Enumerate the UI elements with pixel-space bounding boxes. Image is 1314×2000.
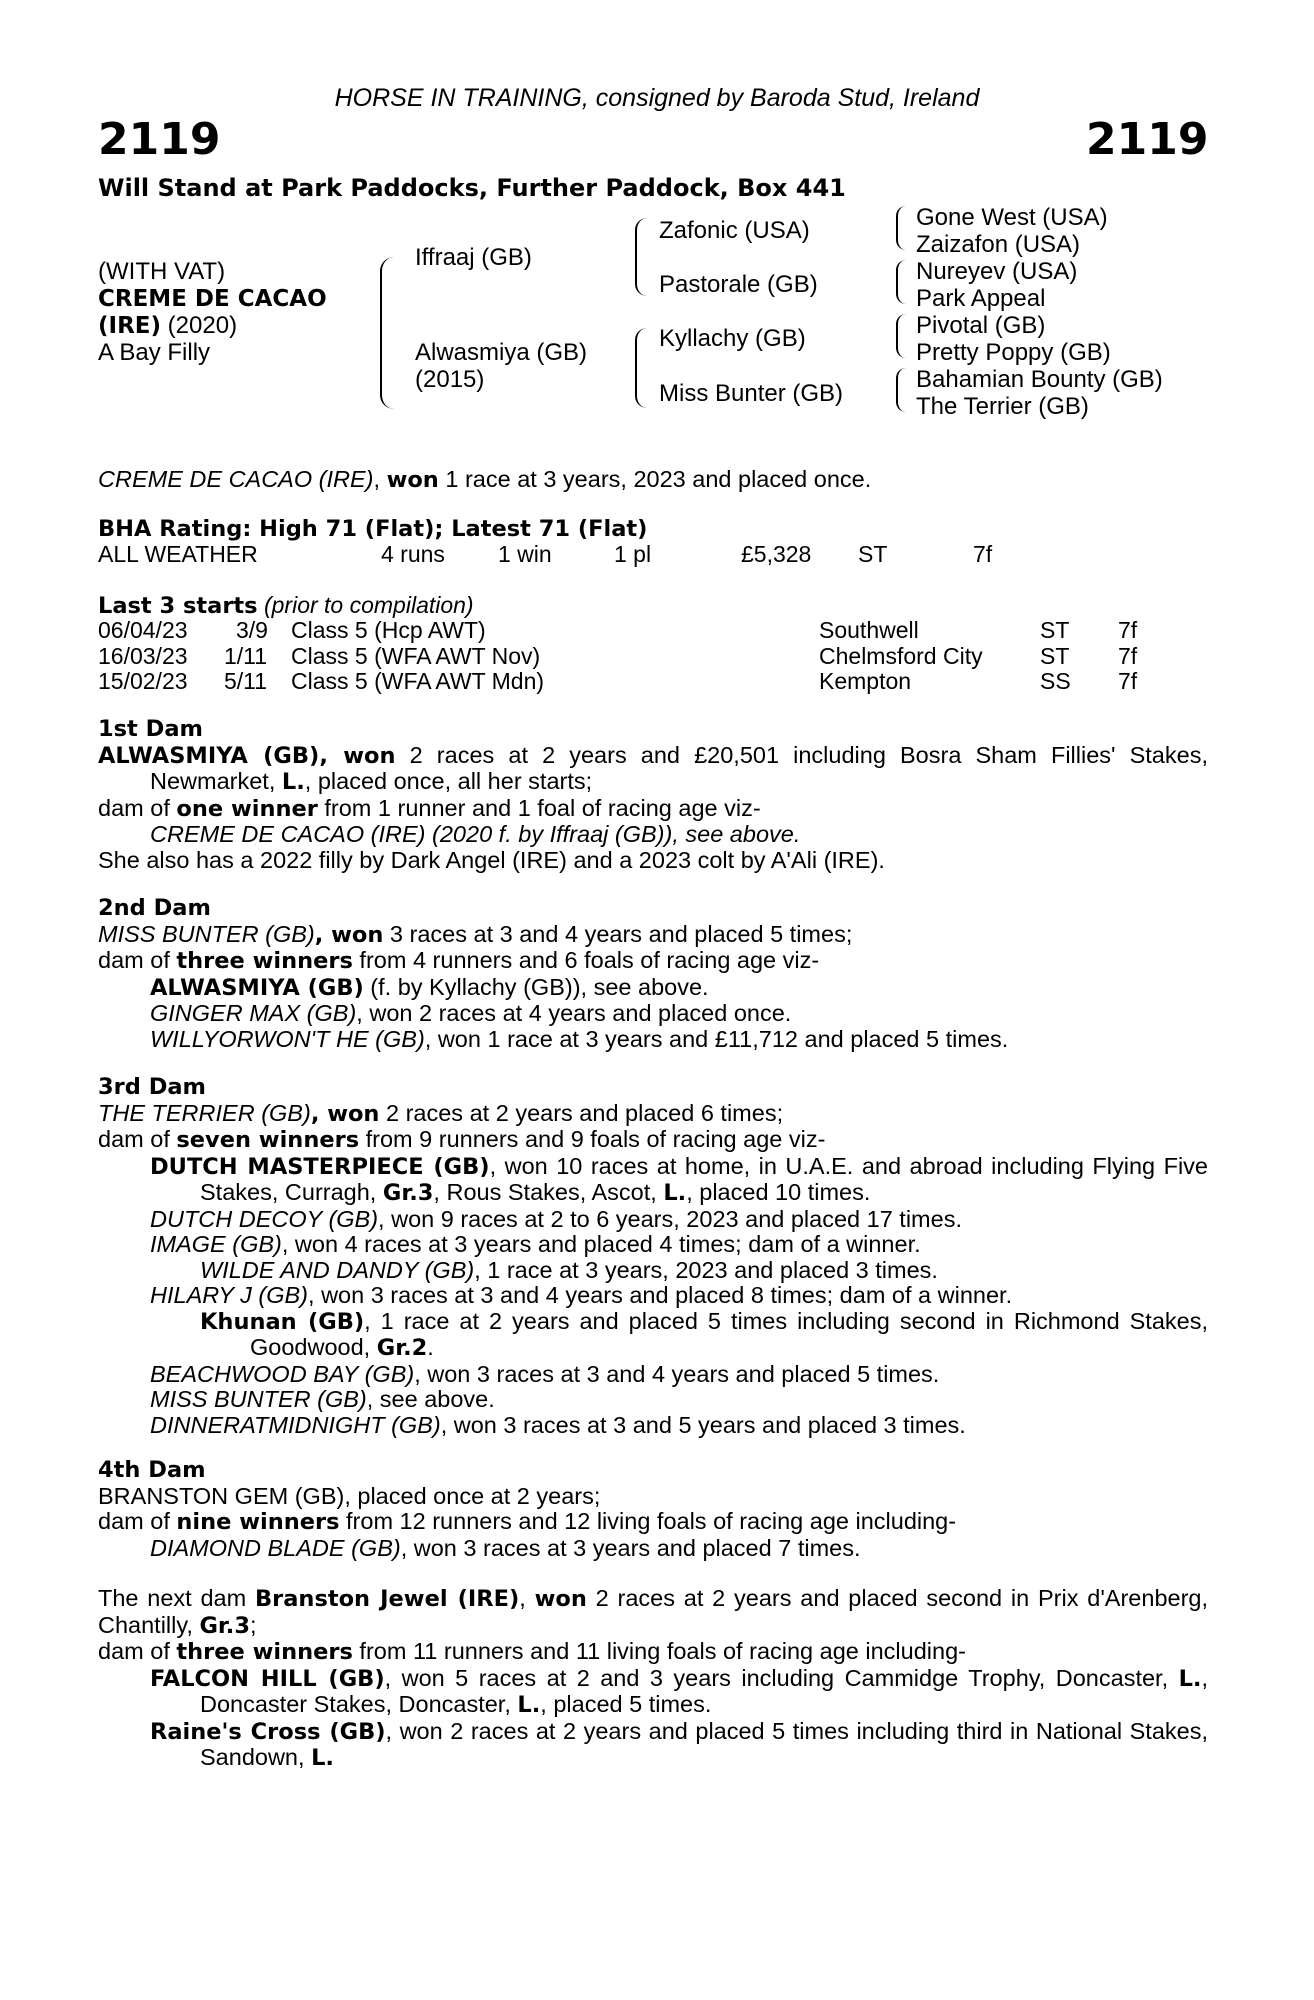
- next-dam-offspring: FALCON HILL (GB), won 5 races at 2 and 3 years including Cammidge Trophy, Doncaster, L., Doncaster Stakes, Doncaster, L., placed 5 times.: [150, 1664, 1208, 1718]
- second-dam-section: [98, 896, 1208, 1052]
- pedigree-g3-4: Park Appeal: [916, 285, 1046, 312]
- start-position: 1/11: [224, 642, 268, 669]
- horse-origin: (IRE): [98, 313, 162, 339]
- start-date: 16/03/23: [98, 642, 188, 669]
- race-summary: CREME DE CACAO (IRE), won 1 race at 3 years, 2023 and placed once.: [98, 466, 872, 493]
- third-dam-grand-offspring: Khunan (GB), 1 race at 2 years and placed 5 times including second in Richmond Stakes, Goodwood, Gr.2.: [200, 1307, 1208, 1361]
- horse-origin-year: [98, 312, 237, 340]
- third-dam-offspring: BEACHWOOD BAY (GB), won 3 races at 3 and 4 years and placed 5 times.: [150, 1360, 940, 1387]
- first-dam-offspring: CREME DE CACAO (IRE) (2020 f. by Iffraaj (GB)), see above.: [150, 821, 801, 847]
- next-dam-produce: dam of three winners from 11 runners and 11 living foals of racing age including-: [98, 1638, 966, 1665]
- consignment-line: HORSE IN TRAINING, consigned by Baroda Stud, Ireland: [334, 84, 980, 112]
- horse-description: A Bay Filly: [98, 339, 211, 366]
- pedigree-sire-sire: Zafonic (USA): [659, 217, 810, 244]
- fourth-dam-section: [98, 1458, 1208, 1561]
- rating-title: BHA Rating: High 71 (Flat); Latest 71 (Flat): [98, 516, 648, 542]
- pedigree-brace-1: [896, 206, 906, 250]
- start-date: 15/02/23: [98, 668, 188, 694]
- third-dam-offspring: MISS BUNTER (GB), see above.: [150, 1386, 495, 1412]
- start-row: [98, 669, 1208, 695]
- rating-wins: 1 win: [498, 541, 552, 567]
- pedigree-dam-sire: Kyllachy (GB): [659, 325, 806, 352]
- start-class: Class 5 (Hcp AWT): [291, 617, 486, 643]
- pedigree-g3-2: Zaizafon (USA): [916, 231, 1081, 258]
- first-dam-title: 1st Dam: [98, 716, 203, 742]
- third-dam-grand-offspring: WILDE AND DANDY (GB), 1 race at 3 years, 2023 and placed 3 times.: [200, 1256, 938, 1283]
- second-dam-offspring: ALWASMIYA (GB) (f. by Kyllachy (GB)), see above.: [150, 973, 709, 1001]
- pedigree-g3-1: Gone West (USA): [916, 204, 1108, 231]
- start-position: 3/9: [236, 617, 268, 643]
- pedigree-brace-dam: [635, 328, 647, 408]
- last-starts-note: (prior to compilation): [257, 592, 474, 618]
- second-dam-record: MISS BUNTER (GB), won 3 races at 3 and 4 years and placed 5 times;: [98, 920, 853, 948]
- start-course: Southwell: [819, 617, 919, 643]
- second-dam-offspring: WILLYORWON'T HE (GB), won 1 race at 3 years and £11,712 and placed 5 times.: [150, 1025, 1009, 1052]
- horse-year: (2020): [161, 312, 238, 339]
- next-dam-offspring: Raine's Cross (GB), won 2 races at 2 years and placed 5 times including third in National Stakes, Sandown, L.: [150, 1717, 1208, 1771]
- rating-distance: 7f: [973, 541, 993, 567]
- pedigree-g3-3: Nureyev (USA): [916, 258, 1078, 285]
- rating-runs: 4 runs: [381, 541, 445, 567]
- first-dam-produce: dam of one winner from 1 runner and 1 foal of racing age viz-: [98, 794, 761, 822]
- rating-placed: 1 pl: [614, 541, 652, 567]
- fourth-dam-record: BRANSTON GEM (GB), placed once at 2 years;: [98, 1482, 601, 1509]
- rating-prize: £5,328: [741, 541, 812, 567]
- next-dam-record: The next dam Branston Jewel (IRE), won 2 races at 2 years and placed second in Prix d'Arenberg, Chantilly, Gr.3;: [98, 1585, 1209, 1639]
- rating-going: ST: [858, 541, 888, 567]
- third-dam-title: 3rd Dam: [98, 1074, 206, 1100]
- pedigree-brace-2: [896, 260, 906, 304]
- start-class: Class 5 (WFA AWT Nov): [291, 642, 541, 669]
- first-dam-section: [98, 717, 1208, 873]
- pedigree-brace-sire: [635, 218, 647, 296]
- start-distance: 7f: [1118, 642, 1138, 669]
- start-position: 5/11: [224, 668, 268, 694]
- third-dam-section: [98, 1075, 1208, 1438]
- pedigree-dam: Alwasmiya (GB): [415, 339, 588, 366]
- pedigree-brace-4: [896, 368, 906, 412]
- start-date: 06/04/23: [98, 617, 188, 643]
- vat-note: (WITH VAT): [98, 258, 226, 285]
- third-dam-offspring: DUTCH MASTERPIECE (GB), won 10 races at home, in U.A.E. and abroad including Flying Five Stakes, Curragh, Gr.3, Rous Stakes, Ascot, L., placed 10 times.: [150, 1152, 1208, 1206]
- pedigree-g3-5: Pivotal (GB): [916, 312, 1046, 339]
- fourth-dam-offspring: DIAMOND BLADE (GB), won 3 races at 3 years and placed 7 times.: [150, 1534, 861, 1561]
- start-surface: SS: [1040, 668, 1071, 694]
- pedigree-brace-main: [380, 257, 394, 409]
- fourth-dam-produce: dam of nine winners from 12 runners and 12 living foals of racing age including-: [98, 1508, 957, 1535]
- pedigree-sire: Iffraaj (GB): [415, 244, 532, 271]
- last-starts-table: [98, 618, 1208, 695]
- summary-text: 1 race at 3 years, 2023 and placed once.: [438, 466, 872, 492]
- second-dam-produce: dam of three winners from 4 runners and 6 foals of racing age viz-: [98, 947, 820, 974]
- third-dam-offspring: DUTCH DECOY (GB), won 9 races at 2 to 6 years, 2023 and placed 17 times.: [150, 1205, 962, 1232]
- pedigree-g3-6: Pretty Poppy (GB): [916, 339, 1111, 366]
- next-dam-section: [98, 1586, 1208, 1772]
- last-starts-title: Last 3 starts: [98, 593, 258, 619]
- pedigree-dam-year: (2015): [415, 366, 485, 393]
- second-dam-title: 2nd Dam: [98, 895, 211, 921]
- pedigree-g3-8: The Terrier (GB): [916, 393, 1089, 420]
- start-row: [98, 644, 1208, 670]
- second-dam-offspring: GINGER MAX (GB), won 2 races at 4 years and placed once.: [150, 1000, 792, 1026]
- pedigree-g3-7: Bahamian Bounty (GB): [916, 366, 1163, 393]
- third-dam-offspring: IMAGE (GB), won 4 races at 3 years and placed 4 times; dam of a winner.: [150, 1231, 921, 1257]
- first-dam-record: ALWASMIYA (GB), won 2 races at 2 years and £20,501 including Bosra Sham Fillies' Stakes, Newmarket, L., placed once, all her starts;: [98, 741, 1208, 795]
- rating-surface: ALL WEATHER: [98, 541, 258, 567]
- horse-name: CREME DE CACAO: [98, 286, 327, 312]
- pedigree-brace-3: [896, 314, 906, 358]
- stand-location: Will Stand at Park Paddocks, Further Paddock, Box 441: [98, 174, 846, 202]
- third-dam-record: THE TERRIER (GB), won 2 races at 2 years and placed 6 times;: [98, 1099, 784, 1127]
- lot-number-left: 2119: [98, 114, 221, 165]
- third-dam-offspring: DINNERATMIDNIGHT (GB), won 3 races at 3 and 5 years and placed 3 times.: [150, 1411, 966, 1438]
- third-dam-produce: dam of seven winners from 9 runners and 9 foals of racing age viz-: [98, 1126, 826, 1153]
- start-surface: ST: [1040, 617, 1070, 643]
- pedigree-sire-dam: Pastorale (GB): [659, 271, 818, 298]
- start-course: Chelmsford City: [819, 642, 983, 669]
- summary-name: CREME DE CACAO (IRE): [98, 466, 374, 492]
- start-distance: 7f: [1118, 668, 1138, 694]
- last-starts-heading: [98, 592, 474, 619]
- lot-number-right: 2119: [1086, 114, 1209, 165]
- start-class: Class 5 (WFA AWT Mdn): [291, 668, 545, 694]
- first-dam-note: She also has a 2022 filly by Dark Angel (IRE) and a 2023 colt by A'Ali (IRE).: [98, 846, 885, 873]
- fourth-dam-title: 4th Dam: [98, 1457, 206, 1483]
- third-dam-offspring: HILARY J (GB), won 3 races at 3 and 4 years and placed 8 times; dam of a winner.: [150, 1282, 1013, 1308]
- summary-won: won: [386, 467, 439, 493]
- pedigree-dam-dam: Miss Bunter (GB): [659, 380, 844, 407]
- start-row: [98, 618, 1208, 644]
- start-distance: 7f: [1118, 617, 1138, 643]
- start-surface: ST: [1040, 642, 1070, 669]
- start-course: Kempton: [819, 668, 912, 694]
